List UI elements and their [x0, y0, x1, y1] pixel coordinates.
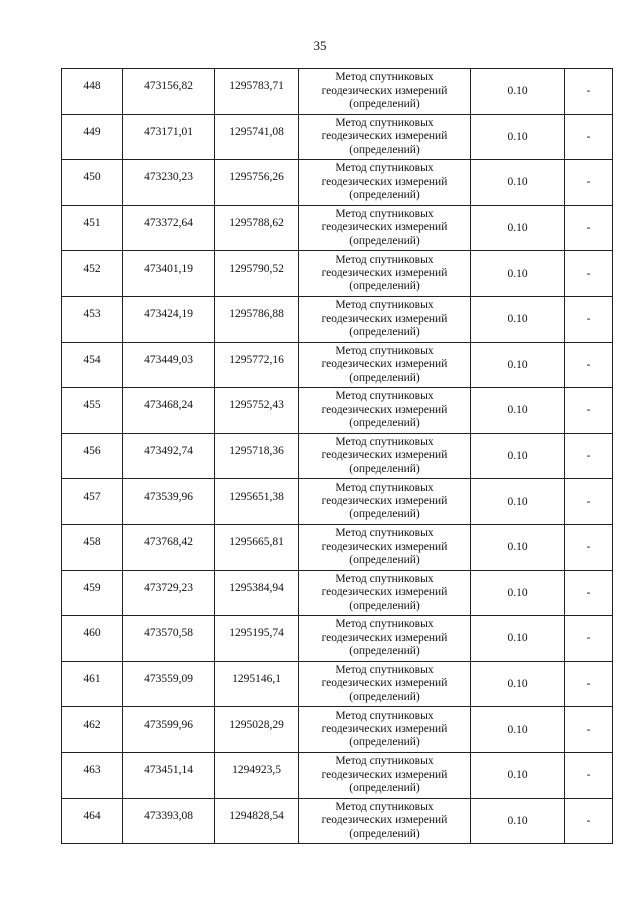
point-number-cell	[62, 752, 123, 798]
y-coordinate-cell-text: 1295788,62	[229, 217, 284, 230]
precision-cell: 0.10	[471, 798, 565, 844]
note-cell: -	[565, 524, 613, 570]
point-number-cell	[62, 479, 123, 525]
x-coordinate-cell	[123, 388, 215, 434]
method-line: геодезических измерений	[321, 586, 448, 599]
method-line: (определений)	[349, 645, 420, 658]
coordinates-table	[61, 68, 613, 844]
point-number-cell-text: 457	[83, 490, 101, 503]
y-coordinate-cell	[215, 251, 299, 297]
precision-cell: 0.10	[471, 69, 565, 115]
y-coordinate-cell	[215, 707, 299, 753]
note-cell: -	[565, 707, 613, 753]
method-line: Метод спутниковых	[335, 299, 434, 312]
precision-cell: 0.10	[471, 342, 565, 388]
precision-cell: 0.10	[471, 479, 565, 525]
method-cell	[299, 707, 471, 753]
precision-cell: 0.10	[471, 205, 565, 251]
table-body	[62, 69, 613, 844]
method-line: Метод спутниковых	[335, 618, 434, 631]
table-row	[62, 205, 613, 251]
point-number-cell-text: 455	[83, 399, 101, 412]
table-row	[62, 524, 613, 570]
method-cell	[299, 433, 471, 479]
table-row	[62, 296, 613, 342]
table-row	[62, 479, 613, 525]
method-line: (определений)	[349, 736, 420, 749]
x-coordinate-cell	[123, 479, 215, 525]
x-coordinate-cell	[123, 296, 215, 342]
table-row	[62, 752, 613, 798]
precision-cell: 0.10	[471, 524, 565, 570]
precision-cell: 0.10	[471, 433, 565, 479]
point-number-cell	[62, 69, 123, 115]
x-coordinate-cell-text: 473570,58	[144, 627, 193, 640]
precision-cell: 0.10	[471, 388, 565, 434]
precision-cell: 0.10	[471, 707, 565, 753]
method-line: геодезических измерений	[321, 221, 448, 234]
x-coordinate-cell-text: 473559,09	[144, 673, 193, 686]
method-line: геодезических измерений	[321, 266, 448, 279]
x-coordinate-cell-text: 473372,64	[144, 217, 193, 230]
y-coordinate-cell-text: 1295195,74	[229, 627, 284, 640]
method-line: Метод спутниковых	[335, 344, 434, 357]
table-row	[62, 114, 613, 160]
point-number-cell-text: 451	[83, 217, 101, 230]
table-row	[62, 661, 613, 707]
y-coordinate-cell-text: 1295651,38	[229, 490, 284, 503]
method-cell	[299, 798, 471, 844]
precision-cell: 0.10	[471, 251, 565, 297]
precision-cell: 0.10	[471, 570, 565, 616]
method-line: (определений)	[349, 599, 420, 612]
y-coordinate-cell	[215, 570, 299, 616]
method-cell	[299, 616, 471, 662]
method-line: Метод спутниковых	[335, 162, 434, 175]
method-line: геодезических измерений	[321, 677, 448, 690]
table-row	[62, 616, 613, 662]
table-row	[62, 570, 613, 616]
x-coordinate-cell	[123, 251, 215, 297]
point-number-cell	[62, 524, 123, 570]
method-line: Метод спутниковых	[335, 481, 434, 494]
y-coordinate-cell-text: 1294923,5	[232, 764, 281, 777]
note-cell: -	[565, 342, 613, 388]
method-line: (определений)	[349, 371, 420, 384]
y-coordinate-cell	[215, 342, 299, 388]
table-row	[62, 69, 613, 115]
method-line: (определений)	[349, 234, 420, 247]
precision-cell: 0.10	[471, 114, 565, 160]
method-cell	[299, 661, 471, 707]
x-coordinate-cell	[123, 205, 215, 251]
method-line: (определений)	[349, 98, 420, 110]
method-line: геодезических измерений	[321, 403, 448, 416]
x-coordinate-cell	[123, 616, 215, 662]
y-coordinate-cell	[215, 661, 299, 707]
x-coordinate-cell	[123, 752, 215, 798]
y-coordinate-cell	[215, 433, 299, 479]
method-line: (определений)	[349, 189, 420, 202]
x-coordinate-cell	[123, 114, 215, 160]
method-line: геодезических измерений	[321, 494, 448, 507]
point-number-cell-text: 460	[83, 627, 101, 640]
y-coordinate-cell-text: 1295756,26	[229, 171, 284, 184]
point-number-cell-text: 464	[83, 809, 101, 822]
point-number-cell-text: 456	[83, 445, 101, 458]
y-coordinate-cell-text: 1295772,16	[229, 353, 284, 366]
y-coordinate-cell-text: 1295146,1	[232, 673, 281, 686]
method-line: геодезических измерений	[321, 312, 448, 325]
y-coordinate-cell	[215, 524, 299, 570]
x-coordinate-cell-text: 473393,08	[144, 809, 193, 822]
method-line: геодезических измерений	[321, 814, 448, 827]
y-coordinate-cell	[215, 205, 299, 251]
y-coordinate-cell-text: 1294828,54	[229, 809, 284, 822]
page-number: 35	[313, 38, 327, 53]
method-line: Метод спутниковых	[335, 663, 434, 676]
table-row	[62, 433, 613, 479]
x-coordinate-cell-text: 473171,01	[144, 125, 193, 138]
method-line: (определений)	[349, 143, 420, 156]
point-number-cell-text: 458	[83, 536, 101, 549]
method-line: (определений)	[349, 508, 420, 521]
y-coordinate-cell-text: 1295384,94	[229, 581, 284, 594]
method-cell	[299, 205, 471, 251]
method-cell	[299, 342, 471, 388]
method-line: (определений)	[349, 462, 420, 475]
table-row	[62, 707, 613, 753]
y-coordinate-cell-text: 1295741,08	[229, 125, 284, 138]
point-number-cell	[62, 798, 123, 844]
x-coordinate-cell-text: 473230,23	[144, 171, 193, 184]
x-coordinate-cell-text: 473156,82	[144, 80, 193, 93]
method-line: (определений)	[349, 417, 420, 430]
method-line: геодезических измерений	[321, 84, 448, 97]
method-cell	[299, 69, 471, 115]
x-coordinate-cell	[123, 707, 215, 753]
precision-cell: 0.10	[471, 752, 565, 798]
method-line: Метод спутниковых	[335, 116, 434, 129]
x-coordinate-cell-text: 473451,14	[144, 764, 193, 777]
method-line: геодезических измерений	[321, 449, 448, 462]
note-cell: -	[565, 798, 613, 844]
y-coordinate-cell-text: 1295783,71	[229, 80, 284, 93]
note-cell: -	[565, 160, 613, 206]
table-row	[62, 798, 613, 844]
note-cell: -	[565, 251, 613, 297]
x-coordinate-cell-text: 473424,19	[144, 308, 193, 321]
y-coordinate-cell	[215, 616, 299, 662]
method-cell	[299, 114, 471, 160]
point-number-cell-text: 454	[83, 353, 101, 366]
point-number-cell-text: 449	[83, 125, 101, 138]
point-number-cell	[62, 296, 123, 342]
point-number-cell-text: 461	[83, 673, 101, 686]
y-coordinate-cell	[215, 114, 299, 160]
note-cell: -	[565, 570, 613, 616]
method-cell	[299, 296, 471, 342]
point-number-cell-text: 452	[83, 262, 101, 275]
y-coordinate-cell	[215, 296, 299, 342]
method-line: геодезических измерений	[321, 631, 448, 644]
y-coordinate-cell-text: 1295752,43	[229, 399, 284, 412]
method-cell	[299, 388, 471, 434]
point-number-cell-text: 453	[83, 308, 101, 321]
note-cell: -	[565, 205, 613, 251]
method-line: Метод спутниковых	[335, 572, 434, 585]
point-number-cell	[62, 342, 123, 388]
method-line: геодезических измерений	[321, 175, 448, 188]
point-number-cell	[62, 661, 123, 707]
point-number-cell	[62, 616, 123, 662]
method-line: Метод спутниковых	[335, 435, 434, 448]
note-cell: -	[565, 388, 613, 434]
point-number-cell	[62, 251, 123, 297]
method-cell	[299, 251, 471, 297]
precision-cell: 0.10	[471, 296, 565, 342]
x-coordinate-cell	[123, 69, 215, 115]
method-line: Метод спутниковых	[335, 755, 434, 768]
y-coordinate-cell	[215, 479, 299, 525]
y-coordinate-cell	[215, 752, 299, 798]
y-coordinate-cell-text: 1295790,52	[229, 262, 284, 275]
y-coordinate-cell-text: 1295718,36	[229, 445, 284, 458]
point-number-cell-text: 450	[83, 171, 101, 184]
y-coordinate-cell-text: 1295028,29	[229, 718, 284, 731]
note-cell: -	[565, 479, 613, 525]
method-line: геодезических измерений	[321, 358, 448, 371]
x-coordinate-cell	[123, 661, 215, 707]
point-number-cell	[62, 570, 123, 616]
method-cell	[299, 160, 471, 206]
method-cell	[299, 479, 471, 525]
y-coordinate-cell	[215, 798, 299, 844]
point-number-cell	[62, 160, 123, 206]
y-coordinate-cell-text: 1295665,81	[229, 536, 284, 549]
x-coordinate-cell	[123, 342, 215, 388]
method-line: (определений)	[349, 827, 420, 840]
y-coordinate-cell	[215, 388, 299, 434]
method-line: Метод спутниковых	[335, 800, 434, 813]
point-number-cell-text: 463	[83, 764, 101, 777]
point-number-cell	[62, 433, 123, 479]
table-row	[62, 160, 613, 206]
note-cell: -	[565, 296, 613, 342]
x-coordinate-cell	[123, 160, 215, 206]
note-cell: -	[565, 752, 613, 798]
x-coordinate-cell-text: 473449,03	[144, 353, 193, 366]
precision-cell: 0.10	[471, 160, 565, 206]
note-cell: -	[565, 661, 613, 707]
x-coordinate-cell	[123, 433, 215, 479]
method-line: (определений)	[349, 553, 420, 566]
x-coordinate-cell-text: 473539,96	[144, 490, 193, 503]
method-cell	[299, 524, 471, 570]
x-coordinate-cell-text: 473599,96	[144, 718, 193, 731]
method-cell	[299, 752, 471, 798]
note-cell: -	[565, 69, 613, 115]
point-number-cell	[62, 707, 123, 753]
method-line: Метод спутниковых	[335, 390, 434, 403]
x-coordinate-cell-text: 473492,74	[144, 445, 193, 458]
method-line: Метод спутниковых	[335, 207, 434, 220]
method-line: геодезических измерений	[321, 768, 448, 781]
note-cell: -	[565, 433, 613, 479]
x-coordinate-cell	[123, 798, 215, 844]
precision-cell: 0.10	[471, 661, 565, 707]
method-line: (определений)	[349, 690, 420, 703]
point-number-cell	[62, 114, 123, 160]
method-line: Метод спутниковых	[335, 709, 434, 722]
method-line: (определений)	[349, 325, 420, 338]
table-row	[62, 251, 613, 297]
precision-cell: 0.10	[471, 616, 565, 662]
method-line: геодезических измерений	[321, 722, 448, 735]
note-cell: -	[565, 616, 613, 662]
x-coordinate-cell-text: 473468,24	[144, 399, 193, 412]
y-coordinate-cell	[215, 160, 299, 206]
x-coordinate-cell	[123, 524, 215, 570]
method-line: геодезических измерений	[321, 130, 448, 143]
x-coordinate-cell	[123, 570, 215, 616]
x-coordinate-cell-text: 473729,23	[144, 581, 193, 594]
method-line: геодезических измерений	[321, 540, 448, 553]
table-row	[62, 342, 613, 388]
note-cell: -	[565, 114, 613, 160]
point-number-cell-text: 462	[83, 718, 101, 731]
x-coordinate-cell-text: 473401,19	[144, 262, 193, 275]
method-line: Метод спутниковых	[335, 253, 434, 266]
table-row	[62, 388, 613, 434]
method-line: (определений)	[349, 781, 420, 794]
y-coordinate-cell	[215, 69, 299, 115]
method-line: (определений)	[349, 280, 420, 293]
method-line: Метод спутниковых	[335, 71, 434, 84]
point-number-cell	[62, 388, 123, 434]
point-number-cell-text: 459	[83, 581, 101, 594]
y-coordinate-cell-text: 1295786,88	[229, 308, 284, 321]
point-number-cell	[62, 205, 123, 251]
method-line: Метод спутниковых	[335, 527, 434, 540]
x-coordinate-cell-text: 473768,42	[144, 536, 193, 549]
method-cell	[299, 570, 471, 616]
point-number-cell-text: 448	[83, 80, 101, 93]
